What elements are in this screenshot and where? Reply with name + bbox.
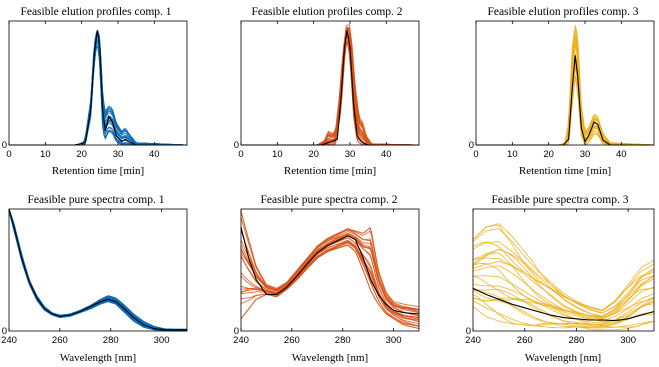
x-tick-label: 240 — [465, 335, 481, 346]
chart-title: Feasible elution profiles comp. 1 — [20, 6, 172, 18]
plot-area — [241, 21, 419, 145]
y-tick-label: 0 — [1, 326, 7, 337]
x-tick-label: 40 — [616, 149, 627, 160]
x-tick-label: 20 — [543, 149, 554, 160]
x-tick-label: 240 — [233, 335, 249, 346]
chart-title: Feasible elution profiles comp. 2 — [251, 6, 403, 18]
x-tick-label: 40 — [149, 149, 160, 160]
x-axis-label: Retention time [min] — [51, 165, 145, 177]
panel-spectra-comp-2 — [233, 194, 419, 364]
x-tick-label: 300 — [385, 335, 402, 346]
x-tick-label: 240 — [1, 335, 17, 346]
x-tick-label: 0 — [6, 149, 12, 160]
panel-elution-comp-3 — [469, 6, 654, 177]
x-tick-label: 30 — [344, 149, 356, 160]
x-tick-label: 260 — [516, 335, 533, 346]
panel-spectra-comp-1 — [1, 194, 187, 364]
x-tick-label: 0 — [473, 149, 479, 160]
x-tick-label: 40 — [381, 149, 392, 160]
panel-elution-comp-2 — [234, 6, 419, 177]
panel-elution-comp-1 — [2, 6, 187, 177]
chart-title: Feasible pure spectra comp. 2 — [260, 194, 398, 206]
x-tick-label: 280 — [102, 335, 119, 346]
x-tick-label: 20 — [308, 149, 319, 160]
chart-title: Feasible elution profiles comp. 3 — [487, 6, 639, 18]
plot-area — [9, 209, 187, 331]
x-tick-label: 20 — [76, 149, 87, 160]
x-axis-label: Retention time [min] — [518, 165, 612, 177]
y-tick-label: 0 — [465, 326, 471, 337]
x-tick-label: 30 — [579, 149, 591, 160]
x-tick-label: 10 — [40, 149, 51, 160]
chart-title: Feasible pure spectra comp. 1 — [27, 194, 165, 206]
x-tick-label: 280 — [334, 335, 351, 346]
x-axis-label: Wavelength [nm] — [291, 352, 369, 364]
x-axis-label: Retention time [min] — [283, 165, 377, 177]
y-tick-label: 0 — [1, 140, 7, 151]
y-tick-label: 0 — [233, 140, 239, 151]
x-tick-label: 300 — [620, 335, 637, 346]
x-tick-label: 10 — [507, 149, 518, 160]
x-tick-label: 10 — [272, 149, 283, 160]
plot-area — [476, 21, 654, 145]
y-tick-label: 0 — [233, 326, 239, 337]
x-tick-label: 260 — [283, 335, 300, 346]
panel-spectra-comp-3 — [465, 194, 654, 364]
x-axis-label: Wavelength [nm] — [524, 352, 602, 364]
x-axis-label: Wavelength [nm] — [59, 352, 137, 364]
x-tick-label: 300 — [153, 335, 170, 346]
x-tick-label: 260 — [51, 335, 68, 346]
chart-title: Feasible pure spectra comp. 3 — [491, 194, 629, 206]
x-tick-label: 280 — [568, 335, 585, 346]
x-tick-label: 0 — [238, 149, 244, 160]
x-tick-label: 30 — [112, 149, 124, 160]
y-tick-label: 0 — [468, 140, 474, 151]
